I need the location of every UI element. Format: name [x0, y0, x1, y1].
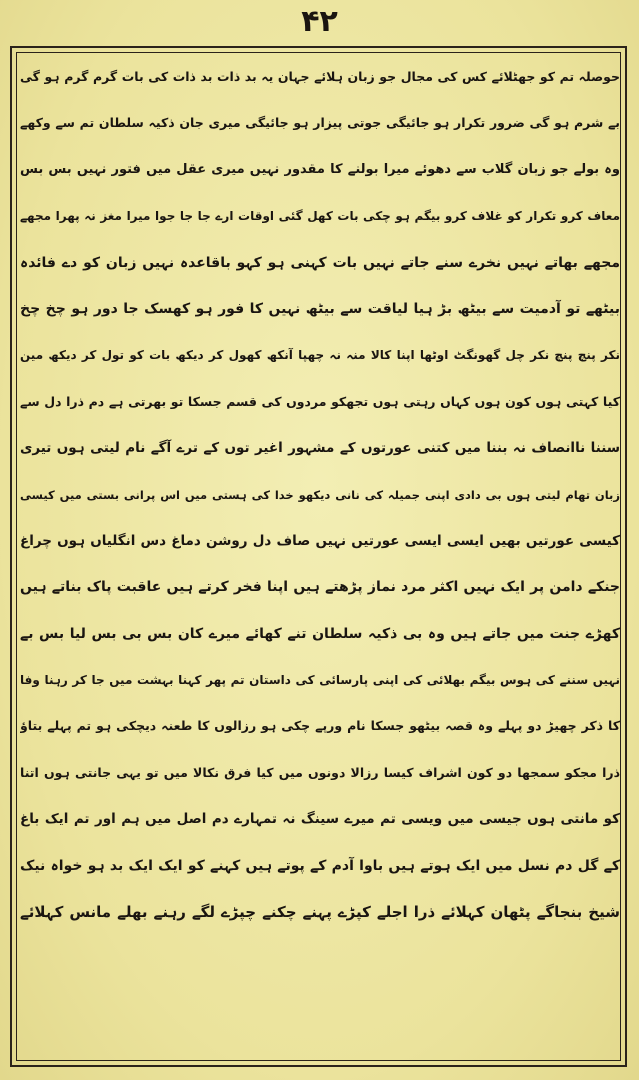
text-line: وہ بولے جو زبان گلاب سے دھوئے میرا بولنے کا مقدور نہیں میری عقل میں فتور نہیں بس بس [20, 161, 620, 177]
text-line: ذرا مجکو سمجھا دو کون اشراف کیسا رزالا دونوں میں کیا فرق نکالا میں تو یہی جانتی ہوں اتنا [20, 764, 620, 780]
text-line: نہیں سننے کی ہوس بیگم بھلائی کی اپنی پارسائی کی داستان تم پھر کہنا بہشت میں جا کر رہنا وفا [20, 673, 620, 688]
page-number: ۴۲ [301, 4, 338, 39]
text-line: کھڑے جنت میں جاتے ہیں وہ بی ذکیہ سلطان تنے کھائے میرے کان بس بی بس لیا بس بے [20, 625, 620, 642]
text-line: نکر پنچ پنچ نکر چل گھونگٹ اوٹھا اپنا کالا منہ نہ چھپا آنکھ کھول کر دیکھ بات کو تول کر دیکھ مین [20, 348, 620, 363]
text-line: کیا کہتی ہوں کون ہوں کہاں رہتی ہوں تجھکو مردوں کی قسم جسکا تو بھرتی ہے دم ذرا دل سے [20, 393, 620, 409]
text-line: سننا ناانصاف نہ بننا میں کتنی عورتوں کے مشہور اغیر توں کے ترے آگے نام لیتی ہوں تیری [20, 440, 620, 457]
text-line: بے شرم ہو گی ضرور تکرار ہو جائیگی جوتی پیزار ہو جائیگی میری جان ذکیہ سلطان تم سے وکھے [20, 115, 620, 131]
text-line: کو مانتی ہوں جیسی میں ویسی تم میرے سینگ نہ تمہارے دم اصل میں ہم اور تم ایک باغ [20, 811, 620, 828]
text-line: کے گل دم نسل میں ایک ہوتے ہیں باوا آدم کے پوتے ہیں کہنے کو ایک ایک بد ہو خواہ نیک [20, 857, 620, 874]
text-line: بیٹھے تو آدمیت سے بیٹھ بڑ ہیا لیاقت سے بیٹھ نہیں کا فور ہو کھسک جا دور ہو چخ چخ [20, 300, 620, 317]
text-line: زبان تھام لیتی ہوں بی دادی اپنی جمیلہ کی نانی دیکھو خدا کی ہستی میں اس پرانی بستی میں کیسی [20, 487, 620, 502]
text-line: حوصلہ تم کو جھٹلائے کس کی مجال جو زبان ہلائے جہان یہ بد ذات بد ذات کی بات گرم گرم ہو گی [20, 69, 620, 84]
text-line: شیخ بنجاگے پٹھان کہلائے ذرا اجلے کپڑے پہنے چکنے چپڑے لگے رہنے بھلے مانس کہلائے [20, 903, 620, 922]
text-line: کا ذکر چھیڑ دو پہلے وہ قصہ بیٹھو جسکا نام ورپے چکی ہو رزالوں کا طعنہ دیچکی ہو تم پہلے بتاؤ [20, 718, 620, 734]
text-line: کیسی عورتیں بھیں ایسی ایسی عورتیں نہیں صاف دل روشن دماغ دس انگلیاں ہوں چراغ [20, 532, 620, 549]
text-line: مجھے بھاتے نہیں نخرے سنے جاتے نہیں بات کہنی ہو کہو باقاعدہ نہیں زبان کو دے فائدہ [20, 254, 620, 271]
text-body [20, 54, 620, 935]
text-line: جنکے دامن پر ایک نہیں اکثر مرد نماز پڑھتے ہیں اپنا فخر کرتے ہیں عاقبت پاک بناتے ہیں [20, 579, 620, 596]
text-line: معاف کرو تکرار کو غلاف کرو بیگم ہو چکی بات کھل گئی اوقات ارے جا جا جوا میرا مغز نہ پھرا مجھے [20, 209, 620, 224]
